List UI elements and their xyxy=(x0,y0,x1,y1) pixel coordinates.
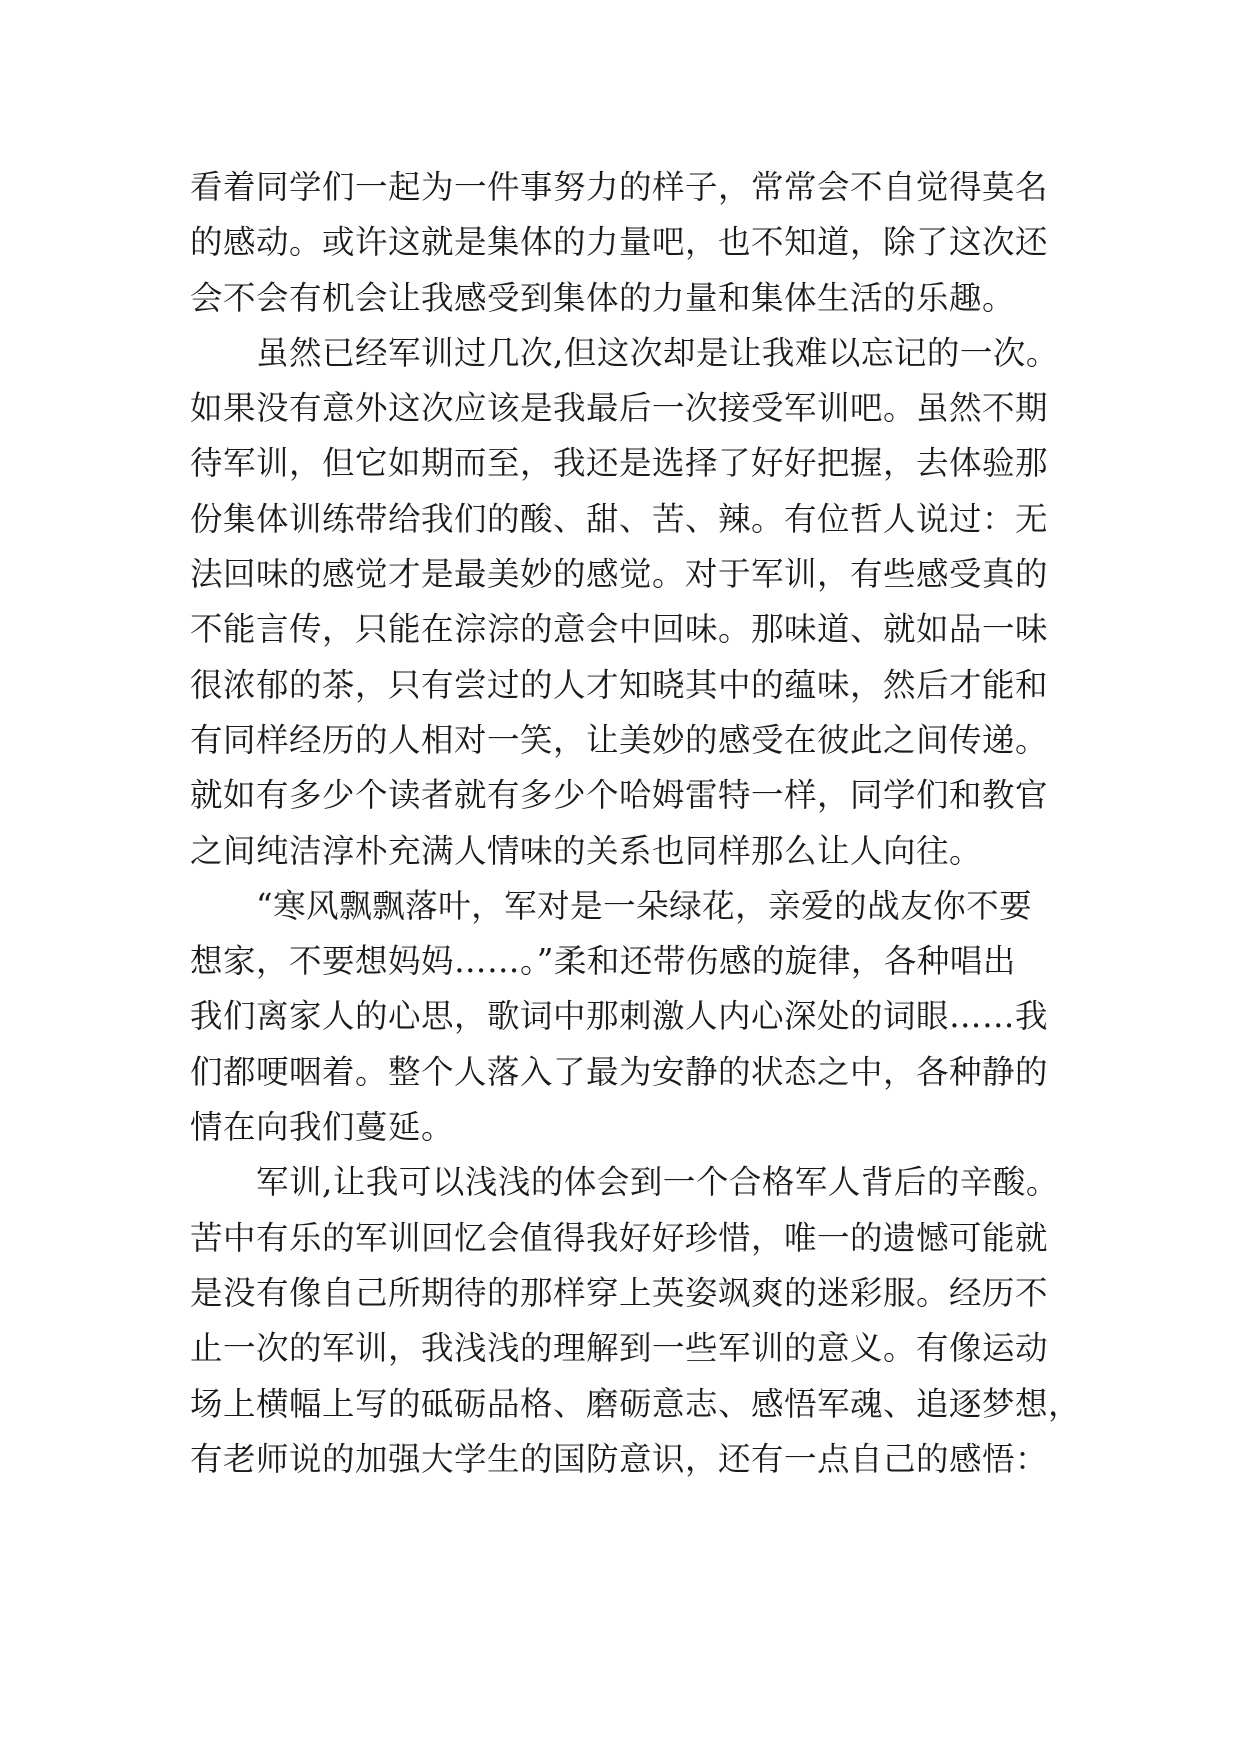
text-line: “寒风飘飘落叶，军对是一朵绿花，亲爱的战友你不要 xyxy=(190,886,1033,925)
text-line: 会不会有机会让我感受到集体的力量和集体生活的乐趣。 xyxy=(190,278,1016,317)
text-line: 的感动。或许这就是集体的力量吧，也不知道，除了这次还 xyxy=(190,223,1049,262)
text-line: 们都哽咽着。整个人落入了最为安静的状态之中，各种静的 xyxy=(190,1052,1049,1091)
text-line: 情在向我们蔓延。 xyxy=(190,1108,455,1147)
text-line: 之间纯洁淳朴充满人情味的关系也同样那么让人向往。 xyxy=(190,831,983,870)
text-line: 很浓郁的茶，只有尝过的人才知晓其中的蕴味，然后才能和 xyxy=(190,665,1049,704)
text-line: 如果没有意外这次应该是我最后一次接受军训吧。虽然不期 xyxy=(190,389,1049,428)
text-line: 是没有像自己所期待的那样穿上英姿飒爽的迷彩服。经历不 xyxy=(190,1273,1049,1312)
text-line: 苦中有乐的军训回忆会值得我好好珍惜，唯一的遗憾可能就 xyxy=(190,1218,1049,1257)
text-line: 有老师说的加强大学生的国防意识，还有一点自己的感悟： xyxy=(190,1439,1049,1478)
text-line: 虽然已经军训过几次,但这次却是让我难以忘记的一次。 xyxy=(190,333,1059,372)
text-line: 场上横幅上写的砥砺品格、磨砺意志、感悟军魂、追逐梦想， xyxy=(190,1384,1082,1423)
body-text xyxy=(190,160,1082,1487)
text-line: 就如有多少个读者就有多少个哈姆雷特一样，同学们和教官 xyxy=(190,776,1049,815)
text-line: 止一次的军训，我浅浅的理解到一些军训的意义。有像运动 xyxy=(190,1329,1049,1368)
text-line: 有同样经历的人相对一笑，让美妙的感受在彼此之间传递。 xyxy=(190,720,1049,759)
text-line: 法回味的感觉才是最美妙的感觉。对于军训，有些感受真的 xyxy=(190,555,1049,594)
text-line: 看着同学们一起为一件事努力的样子，常常会不自觉得莫名 xyxy=(190,168,1049,206)
text-line: 想家，不要想妈妈……。”柔和还带伤感的旋律，各种唱出 xyxy=(190,942,1016,981)
text-line: 待军训，但它如期而至，我还是选择了好好把握，去体验那 xyxy=(190,444,1049,483)
text-line: 份集体训练带给我们的酸、甜、苦、辣。有位哲人说过：无 xyxy=(190,499,1049,538)
text-line: 不能言传，只能在淙淙的意会中回味。那味道、就如品一味 xyxy=(190,610,1049,649)
text-line: 军训,让我可以浅浅的体会到一个合格军人背后的辛酸。 xyxy=(190,1163,1059,1202)
text-line: 我们离家人的心思，歌词中那刺激人内心深处的词眼……我 xyxy=(190,997,1049,1036)
